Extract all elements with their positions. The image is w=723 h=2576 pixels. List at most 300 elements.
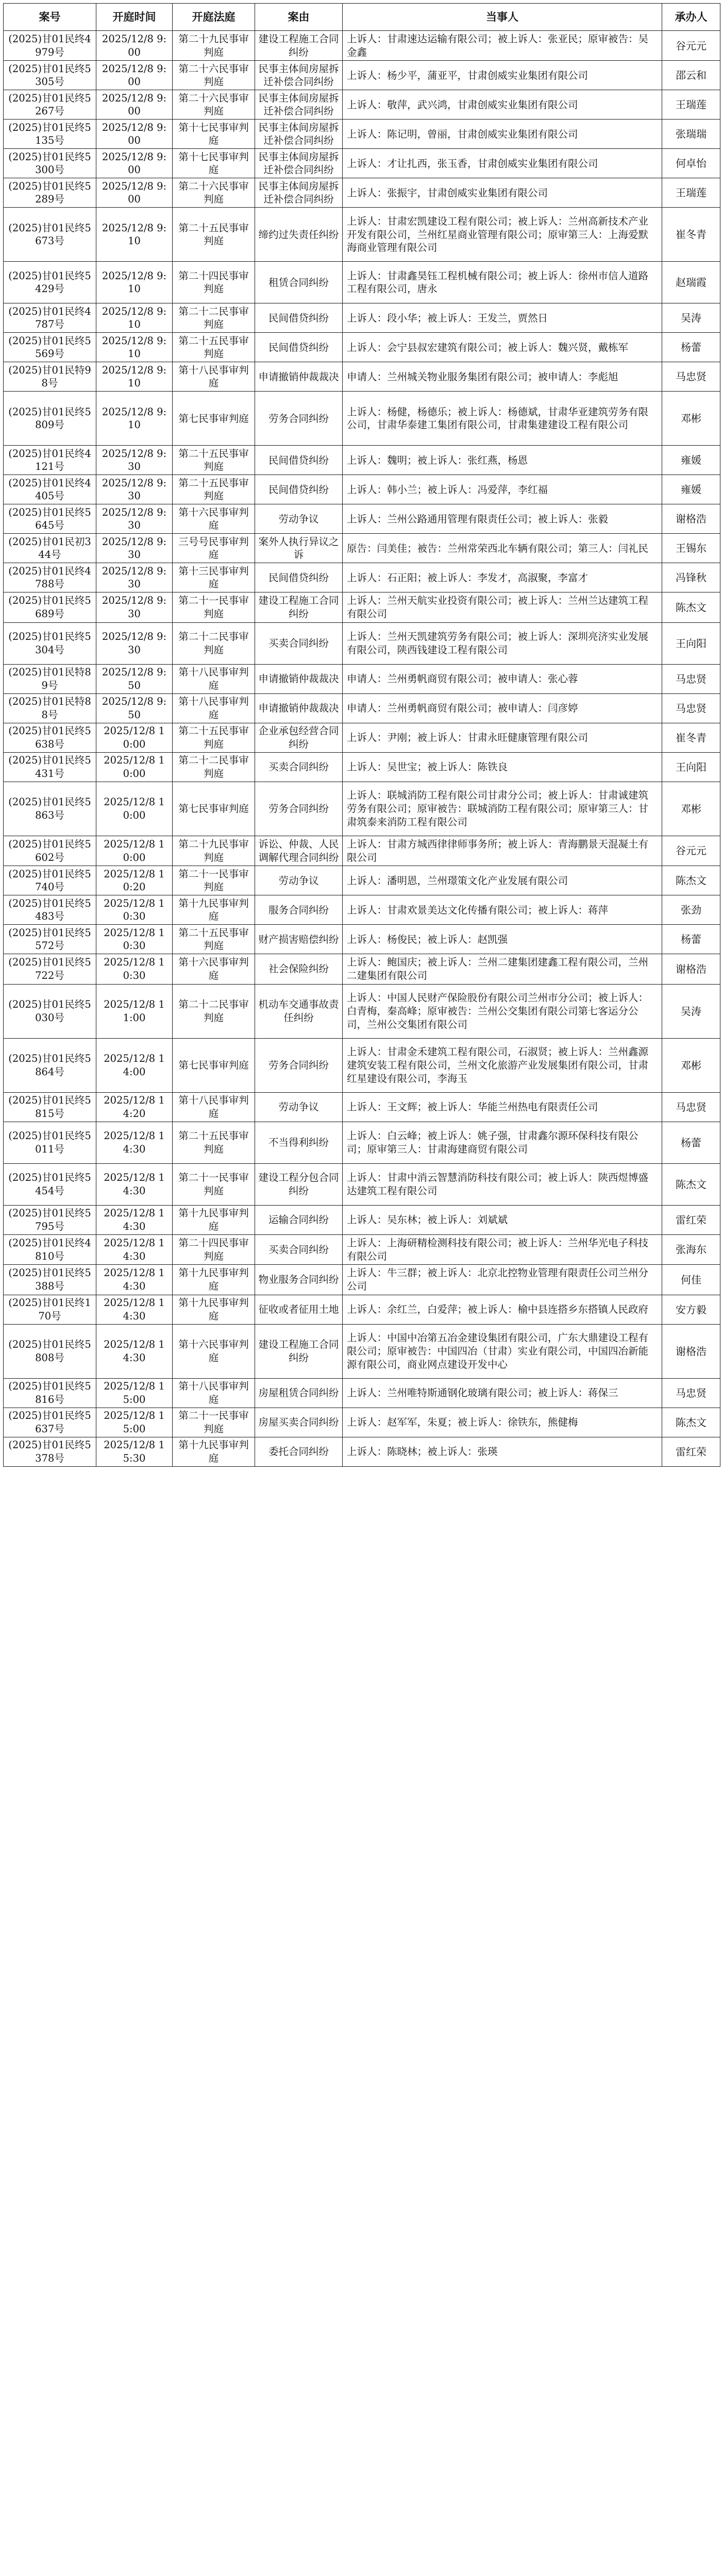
cell-handler: 马忠贤 [662,362,720,392]
cell-time: 2025/12/8 9:10 [96,392,173,446]
cell-time: 2025/12/8 11:00 [96,984,173,1038]
cell-cause: 劳务合同纠纷 [255,1038,343,1092]
cell-parties: 上诉人：陈记明，曾丽，甘肃创威实业集团有限公司 [343,120,662,149]
cell-handler: 张劲 [662,895,720,925]
cell-parties: 上诉人：吴东林；被上诉人：刘斌斌 [343,1205,662,1234]
cell-time: 2025/12/8 9:30 [96,534,173,563]
table-row [4,149,720,178]
cell-cause: 民间借贷纠纷 [255,563,343,592]
cell-time: 2025/12/8 14:20 [96,1092,173,1122]
cell-case-no: (2025)甘01民终5135号 [4,120,96,149]
cell-cause: 建设工程施工合同纠纷 [255,592,343,622]
cell-court: 第二十九民事审判庭 [173,836,255,866]
table-row [4,925,720,954]
cell-time: 2025/12/8 9:10 [96,208,173,262]
cell-case-no: (2025)甘01民终4121号 [4,446,96,475]
cell-handler: 王瑞莲 [662,90,720,120]
table-row [4,1295,720,1324]
cell-handler: 雍媛 [662,475,720,504]
cell-time: 2025/12/8 9:30 [96,475,173,504]
header-court: 开庭法庭 [173,4,255,31]
cell-cause: 买卖合同纠纷 [255,752,343,782]
cell-handler: 陈杰文 [662,592,720,622]
cell-handler: 安方毅 [662,1295,720,1324]
cell-cause: 民间借贷纠纷 [255,333,343,362]
cell-case-no: (2025)甘01民终5863号 [4,782,96,836]
cell-handler: 马忠贤 [662,1378,720,1408]
cell-cause: 申请撤销仲裁裁决 [255,664,343,693]
table-row [4,446,720,475]
cell-court: 第十九民事审判庭 [173,895,255,925]
table-row [4,664,720,693]
table-row [4,782,720,836]
cell-parties: 上诉人：赵军军，朱夏；被上诉人：徐铁东，熊健梅 [343,1408,662,1437]
cell-time: 2025/12/8 15:30 [96,1437,173,1466]
cell-court: 第二十五民事审判庭 [173,208,255,262]
cell-parties: 上诉人：张振宇，甘肃创威实业集团有限公司 [343,178,662,208]
cell-parties: 上诉人：魏明；被上诉人：张红燕，杨恩 [343,446,662,475]
table-row [4,31,720,61]
cell-handler: 王锡东 [662,534,720,563]
cell-case-no: (2025)甘01民终5378号 [4,1437,96,1466]
header-cause: 案由 [255,4,343,31]
cell-case-no: (2025)甘01民终5305号 [4,61,96,90]
cell-case-no: (2025)甘01民终170号 [4,1295,96,1324]
cell-case-no: (2025)甘01民终5637号 [4,1408,96,1437]
cell-court: 第十六民事审判庭 [173,504,255,534]
cell-parties: 上诉人：韩小兰；被上诉人：冯爱萍，李红福 [343,475,662,504]
cell-case-no: (2025)甘01民终5808号 [4,1324,96,1378]
table-row [4,90,720,120]
cell-cause: 企业承包经营合同纠纷 [255,723,343,752]
cell-parties: 上诉人：石正阳；被上诉人：李发才，高淑聚，李富才 [343,563,662,592]
cell-parties: 上诉人：甘肃欢景美达文化传播有限公司；被上诉人：蒋萍 [343,895,662,925]
cell-handler: 邓彬 [662,782,720,836]
table-row [4,752,720,782]
cell-case-no: (2025)甘01民终5638号 [4,723,96,752]
cell-time: 2025/12/8 10:00 [96,752,173,782]
cell-handler: 杨蕾 [662,333,720,362]
table-row [4,563,720,592]
cell-case-no: (2025)甘01民终4788号 [4,563,96,592]
cell-handler: 张瑞瑞 [662,120,720,149]
table-row [4,504,720,534]
cell-time: 2025/12/8 14:30 [96,1295,173,1324]
table-row [4,954,720,984]
table-row [4,120,720,149]
cell-cause: 房屋买卖合同纠纷 [255,1408,343,1437]
cell-parties: 上诉人：甘肃速达运输有限公司；被上诉人：张亚民；原审被告：吴金鑫 [343,31,662,61]
table-row [4,622,720,664]
cell-case-no: (2025)甘01民终5816号 [4,1378,96,1408]
cell-court: 第十九民事审判庭 [173,1437,255,1466]
table-row [4,475,720,504]
cell-court: 第十六民事审判庭 [173,954,255,984]
cell-handler: 冯锋秋 [662,563,720,592]
cell-court: 第二十二民事审判庭 [173,303,255,333]
cell-handler: 张海东 [662,1234,720,1264]
table-row [4,208,720,262]
cell-parties: 上诉人：余红兰，白爱萍；被上诉人：榆中县连搭乡东搭镇人民政府 [343,1295,662,1324]
table-row [4,1122,720,1163]
cell-handler: 谢格浩 [662,1324,720,1378]
header-case-no: 案号 [4,4,96,31]
cell-court: 第二十五民事审判庭 [173,475,255,504]
cell-case-no: (2025)甘01民终5304号 [4,622,96,664]
cell-court: 第二十九民事审判庭 [173,31,255,61]
cell-case-no: (2025)甘01民终5289号 [4,178,96,208]
cell-court: 第二十一民事审判庭 [173,1408,255,1437]
cell-parties: 上诉人：甘肃方城西律律师事务所；被上诉人：青海鹏景天混凝土有限公司 [343,836,662,866]
cell-case-no: (2025)甘01民终4810号 [4,1234,96,1264]
cell-cause: 房屋租赁合同纠纷 [255,1378,343,1408]
cell-cause: 诉讼、仲裁、人民调解代理合同纠纷 [255,836,343,866]
cell-case-no: (2025)甘01民终5795号 [4,1205,96,1234]
cell-court: 第二十五民事审判庭 [173,1122,255,1163]
cell-case-no: (2025)甘01民终5454号 [4,1163,96,1205]
table-row [4,392,720,446]
cell-time: 2025/12/8 9:30 [96,446,173,475]
cell-parties: 申请人：兰州勇帆商贸有限公司；被申请人：张心蓉 [343,664,662,693]
cell-parties: 上诉人：陈晓林；被上诉人：张瑛 [343,1437,662,1466]
cell-court: 第二十四民事审判庭 [173,262,255,303]
cell-court: 第十九民事审判庭 [173,1295,255,1324]
cell-time: 2025/12/8 14:00 [96,1038,173,1092]
cell-time: 2025/12/8 14:30 [96,1122,173,1163]
cell-case-no: (2025)甘01民终5030号 [4,984,96,1038]
cell-parties: 上诉人：兰州天凯建筑劳务有限公司；被上诉人：深圳亮济实业发展有限公司，陕西钱建设工程有限公司 [343,622,662,664]
cell-court: 第二十二民事审判庭 [173,752,255,782]
cell-case-no: (2025)甘01民终4787号 [4,303,96,333]
cell-cause: 社会保险纠纷 [255,954,343,984]
cell-cause: 申请撤销仲裁裁决 [255,693,343,723]
cell-court: 第二十五民事审判庭 [173,446,255,475]
cell-cause: 缔约过失责任纠纷 [255,208,343,262]
cell-court: 第十八民事审判庭 [173,362,255,392]
cell-case-no: (2025)甘01民初344号 [4,534,96,563]
table-body [4,31,720,1467]
cell-time: 2025/12/8 9:00 [96,120,173,149]
cell-parties: 上诉人：才让扎西，张玉香，甘肃创威实业集团有限公司 [343,149,662,178]
cell-case-no: (2025)甘01民终4979号 [4,31,96,61]
cell-parties: 上诉人：兰州唯特斯通钢化玻璃有限公司；被上诉人：蒋保三 [343,1378,662,1408]
cell-case-no: (2025)甘01民终5431号 [4,752,96,782]
cell-handler: 邵云和 [662,61,720,90]
cell-case-no: (2025)甘01民终4405号 [4,475,96,504]
table-row [4,1437,720,1466]
table-row [4,1265,720,1295]
cell-parties: 上诉人：杨少平，蒲亚平，甘肃创威实业集团有限公司 [343,61,662,90]
cell-court: 第十七民事审判庭 [173,149,255,178]
cell-cause: 不当得利纠纷 [255,1122,343,1163]
cell-parties: 上诉人：吴世宝；被上诉人：陈铁良 [343,752,662,782]
cell-handler: 赵瑞霞 [662,262,720,303]
cell-cause: 案外人执行异议之诉 [255,534,343,563]
table-row [4,723,720,752]
cell-time: 2025/12/8 14:30 [96,1234,173,1264]
cell-court: 第二十六民事审判庭 [173,178,255,208]
cell-time: 2025/12/8 9:30 [96,622,173,664]
cell-parties: 上诉人：甘肃鑫昊钰工程机械有限公司；被上诉人：徐州市信人道路工程有限公司，唐永 [343,262,662,303]
cell-handler: 雍媛 [662,446,720,475]
cell-time: 2025/12/8 10:30 [96,954,173,984]
cell-court: 第十九民事审判庭 [173,1265,255,1295]
cell-time: 2025/12/8 15:00 [96,1408,173,1437]
cell-case-no: (2025)甘01民终5572号 [4,925,96,954]
cell-cause: 民间借贷纠纷 [255,303,343,333]
cell-parties: 上诉人：会宁县叔宏建筑有限公司；被上诉人：魏兴贤，戴栋军 [343,333,662,362]
cell-case-no: (2025)甘01民终5483号 [4,895,96,925]
cell-time: 2025/12/8 10:20 [96,866,173,895]
header-time: 开庭时间 [96,4,173,31]
cell-handler: 雷红荣 [662,1437,720,1466]
cell-court: 第二十五民事审判庭 [173,723,255,752]
cell-court: 第十三民事审判庭 [173,563,255,592]
cell-time: 2025/12/8 14:30 [96,1205,173,1234]
cell-court: 第二十六民事审判庭 [173,90,255,120]
cell-parties: 上诉人：上海研精检测科技有限公司；被上诉人：兰州华光电子科技有限公司 [343,1234,662,1264]
cell-cause: 民间借贷纠纷 [255,475,343,504]
cell-court: 第七民事审判庭 [173,392,255,446]
table-row [4,534,720,563]
cell-court: 第二十五民事审判庭 [173,333,255,362]
table-row [4,693,720,723]
cell-cause: 劳务合同纠纷 [255,782,343,836]
cell-court: 第十八民事审判庭 [173,1092,255,1122]
table-row [4,592,720,622]
cell-court: 第七民事审判庭 [173,1038,255,1092]
cell-cause: 民事主体间房屋拆迁补偿合同纠纷 [255,178,343,208]
table-row [4,333,720,362]
cell-parties: 上诉人：联城消防工程有限公司甘肃分公司；被上诉人：甘肃诚建筑劳务有限公司；原审被告：联城消防工程有限公司；原审第三人：甘肃筑泰来消防工程有限公司 [343,782,662,836]
cell-cause: 买卖合同纠纷 [255,622,343,664]
cell-case-no: (2025)甘01民终5722号 [4,954,96,984]
cell-court: 第十七民事审判庭 [173,120,255,149]
cell-case-no: (2025)甘01民终5864号 [4,1038,96,1092]
cell-handler: 马忠贤 [662,664,720,693]
cell-time: 2025/12/8 9:00 [96,61,173,90]
cell-handler: 邓彬 [662,392,720,446]
cell-parties: 上诉人：兰州天航实业投资有限公司；被上诉人：兰州兰达建筑工程有限公司 [343,592,662,622]
cell-handler: 王向阳 [662,622,720,664]
cell-case-no: (2025)甘01民特89号 [4,664,96,693]
cell-time: 2025/12/8 10:30 [96,925,173,954]
cell-time: 2025/12/8 14:30 [96,1265,173,1295]
cell-case-no: (2025)甘01民特88号 [4,693,96,723]
cell-handler: 何卓怡 [662,149,720,178]
table-row [4,178,720,208]
cell-court: 第二十二民事审判庭 [173,984,255,1038]
cell-case-no: (2025)甘01民终5569号 [4,333,96,362]
cell-court: 第二十一民事审判庭 [173,592,255,622]
cell-time: 2025/12/8 10:00 [96,836,173,866]
cell-time: 2025/12/8 9:50 [96,664,173,693]
cell-time: 2025/12/8 9:30 [96,592,173,622]
cell-parties: 上诉人：王文辉；被上诉人：华能兰州热电有限责任公司 [343,1092,662,1122]
cell-time: 2025/12/8 9:00 [96,90,173,120]
cell-case-no: (2025)甘01民终5815号 [4,1092,96,1122]
cell-handler: 谷元元 [662,836,720,866]
cell-court: 第二十一民事审判庭 [173,866,255,895]
table-header [4,4,720,31]
cell-court: 第十六民事审判庭 [173,1324,255,1378]
cell-cause: 申请撤销仲裁裁决 [255,362,343,392]
cell-parties: 上诉人：潘明恩，兰州璟策文化产业发展有限公司 [343,866,662,895]
cell-cause: 租赁合同纠纷 [255,262,343,303]
cell-time: 2025/12/8 15:00 [96,1378,173,1408]
cell-cause: 运输合同纠纷 [255,1205,343,1234]
table-row [4,866,720,895]
cell-time: 2025/12/8 10:00 [96,782,173,836]
cell-handler: 王瑞莲 [662,178,720,208]
cell-court: 第二十四民事审判庭 [173,1234,255,1264]
cell-court: 三号号民事审判庭 [173,534,255,563]
cell-time: 2025/12/8 14:30 [96,1163,173,1205]
cell-parties: 上诉人：中国中冶第五冶金建设集团有限公司，广东大鼎建设工程有限公司；原审被告：中国四冶（甘肃）实业有限公司，中国四冶新能源有限公司，商业网点建设开发中心 [343,1324,662,1378]
cell-cause: 民事主体间房屋拆迁补偿合同纠纷 [255,61,343,90]
cell-handler: 何佳 [662,1265,720,1295]
cell-handler: 崔冬青 [662,208,720,262]
cell-handler: 杨蕾 [662,925,720,954]
cell-handler: 雷红荣 [662,1205,720,1234]
cell-case-no: (2025)甘01民终5300号 [4,149,96,178]
cell-parties: 上诉人：中国人民财产保险股份有限公司兰州市分公司；被上诉人：白青梅，秦高峰；原审被告：兰州公交集团有限公司第七客运分公司，兰州公交集团有限公司 [343,984,662,1038]
cell-handler: 马忠贤 [662,1092,720,1122]
cell-court: 第七民事审判庭 [173,782,255,836]
cell-cause: 民事主体间房屋拆迁补偿合同纠纷 [255,149,343,178]
cell-court: 第二十一民事审判庭 [173,1163,255,1205]
cell-cause: 劳动争议 [255,866,343,895]
cell-case-no: (2025)甘01民终5689号 [4,592,96,622]
cell-cause: 建设工程施工合同纠纷 [255,31,343,61]
cell-handler: 谢格浩 [662,954,720,984]
cell-handler: 谢格浩 [662,504,720,534]
cell-court: 第二十二民事审判庭 [173,622,255,664]
cell-handler: 杨蕾 [662,1122,720,1163]
cell-cause: 委托合同纠纷 [255,1437,343,1466]
cell-time: 2025/12/8 9:10 [96,362,173,392]
cell-parties: 上诉人：甘肃金禾建筑工程有限公司，石淑贤；被上诉人：兰州鑫源建筑安装工程有限公司，兰州文化旅游产业发展集团有限公司，甘肃红星建设有限公司，李海玉 [343,1038,662,1092]
cell-parties: 上诉人：白云峰；被上诉人：姚子强，甘肃鑫尔源环保科技有限公司；原审第三人：甘肃海建商贸有限公司 [343,1122,662,1163]
table-row [4,262,720,303]
table-row [4,1163,720,1205]
cell-cause: 建设工程施工合同纠纷 [255,1324,343,1378]
cell-time: 2025/12/8 10:00 [96,723,173,752]
table-row [4,362,720,392]
table-row [4,61,720,90]
table-row [4,836,720,866]
cell-cause: 征收或者征用土地 [255,1295,343,1324]
cell-cause: 劳动争议 [255,504,343,534]
cell-court: 第二十五民事审判庭 [173,925,255,954]
cell-handler: 王向阳 [662,752,720,782]
cell-parties: 上诉人：段小华；被上诉人：王发兰，贾然日 [343,303,662,333]
cell-case-no: (2025)甘01民终5809号 [4,392,96,446]
cell-court: 第十九民事审判庭 [173,1205,255,1234]
cell-time: 2025/12/8 9:00 [96,149,173,178]
cell-handler: 陈杰文 [662,1408,720,1437]
cell-time: 2025/12/8 9:10 [96,262,173,303]
cell-case-no: (2025)甘01民终5645号 [4,504,96,534]
cell-cause: 财产损害赔偿纠纷 [255,925,343,954]
cell-case-no: (2025)甘01民终5602号 [4,836,96,866]
table-row [4,1038,720,1092]
cell-time: 2025/12/8 9:00 [96,178,173,208]
cell-handler: 陈杰文 [662,1163,720,1205]
header-row [4,4,720,31]
cell-parties: 上诉人：杨俊民；被上诉人：赵凯强 [343,925,662,954]
cell-handler: 崔冬青 [662,723,720,752]
table-row [4,1205,720,1234]
cell-handler: 吴涛 [662,984,720,1038]
cell-cause: 民事主体间房屋拆迁补偿合同纠纷 [255,120,343,149]
table-row [4,1324,720,1378]
cell-handler: 邓彬 [662,1038,720,1092]
cell-parties: 上诉人：敬萍，武兴鸿，甘肃创威实业集团有限公司 [343,90,662,120]
header-parties: 当事人 [343,4,662,31]
cell-parties: 上诉人：甘肃中消云智慧消防科技有限公司；被上诉人：陕西煜博盛达建筑工程有限公司 [343,1163,662,1205]
cell-cause: 民事主体间房屋拆迁补偿合同纠纷 [255,90,343,120]
cell-parties: 上诉人：兰州公路通用管理有限责任公司；被上诉人：张毅 [343,504,662,534]
cell-time: 2025/12/8 9:10 [96,333,173,362]
header-handler: 承办人 [662,4,720,31]
cell-cause: 服务合同纠纷 [255,895,343,925]
table-row [4,1234,720,1264]
table-row [4,1408,720,1437]
cell-court: 第十八民事审判庭 [173,1378,255,1408]
table-row [4,895,720,925]
cell-parties: 上诉人：牛三群；被上诉人：北京北控物业管理有限责任公司兰州分公司 [343,1265,662,1295]
cell-time: 2025/12/8 10:30 [96,895,173,925]
table-row [4,1378,720,1408]
cell-time: 2025/12/8 9:00 [96,31,173,61]
cell-cause: 建设工程分包合同纠纷 [255,1163,343,1205]
table-row [4,1092,720,1122]
cell-parties: 原告：闫美佳；被告：兰州常荣西北车辆有限公司；第三人：闫礼民 [343,534,662,563]
cell-parties: 申请人：兰州城关物业服务集团有限公司；被申请人：李彪旭 [343,362,662,392]
cell-handler: 谷元元 [662,31,720,61]
cell-parties: 上诉人：杨健，杨德乐；被上诉人：杨德斌，甘肃华亚建筑劳务有限公司，甘肃华泰建工集团有限公司，甘肃集建建设工程有限公司 [343,392,662,446]
cell-time: 2025/12/8 9:30 [96,504,173,534]
cell-cause: 劳务合同纠纷 [255,392,343,446]
cell-time: 2025/12/8 9:50 [96,693,173,723]
cell-cause: 劳动争议 [255,1092,343,1122]
hearing-schedule-table [3,3,720,1467]
cell-cause: 机动车交通事故责任纠纷 [255,984,343,1038]
cell-handler: 陈杰文 [662,866,720,895]
cell-case-no: (2025)甘01民终5673号 [4,208,96,262]
cell-handler: 吴涛 [662,303,720,333]
cell-court: 第十八民事审判庭 [173,693,255,723]
cell-parties: 上诉人：甘肃宏凯建设工程有限公司；被上诉人：兰州高新技术产业开发有限公司，兰州红星商业管理有限公司；原审第三人：上海爱默海商业管理有限公司 [343,208,662,262]
hearing-schedule-sheet [3,3,720,1467]
cell-case-no: (2025)甘01民终5740号 [4,866,96,895]
cell-court: 第二十六民事审判庭 [173,61,255,90]
cell-cause: 民间借贷纠纷 [255,446,343,475]
cell-case-no: (2025)甘01民终5267号 [4,90,96,120]
cell-time: 2025/12/8 9:10 [96,303,173,333]
cell-case-no: (2025)甘01民终5388号 [4,1265,96,1295]
cell-court: 第十八民事审判庭 [173,664,255,693]
cell-parties: 上诉人：尹刚；被上诉人：甘肃永旺健康管理有限公司 [343,723,662,752]
table-row [4,984,720,1038]
cell-handler: 马忠贤 [662,693,720,723]
cell-cause: 买卖合同纠纷 [255,1234,343,1264]
cell-case-no: (2025)甘01民特98号 [4,362,96,392]
cell-parties: 上诉人：鲍国庆；被上诉人：兰州二建集团建鑫工程有限公司，兰州二建集团有限公司 [343,954,662,984]
cell-cause: 物业服务合同纠纷 [255,1265,343,1295]
cell-case-no: (2025)甘01民终5011号 [4,1122,96,1163]
